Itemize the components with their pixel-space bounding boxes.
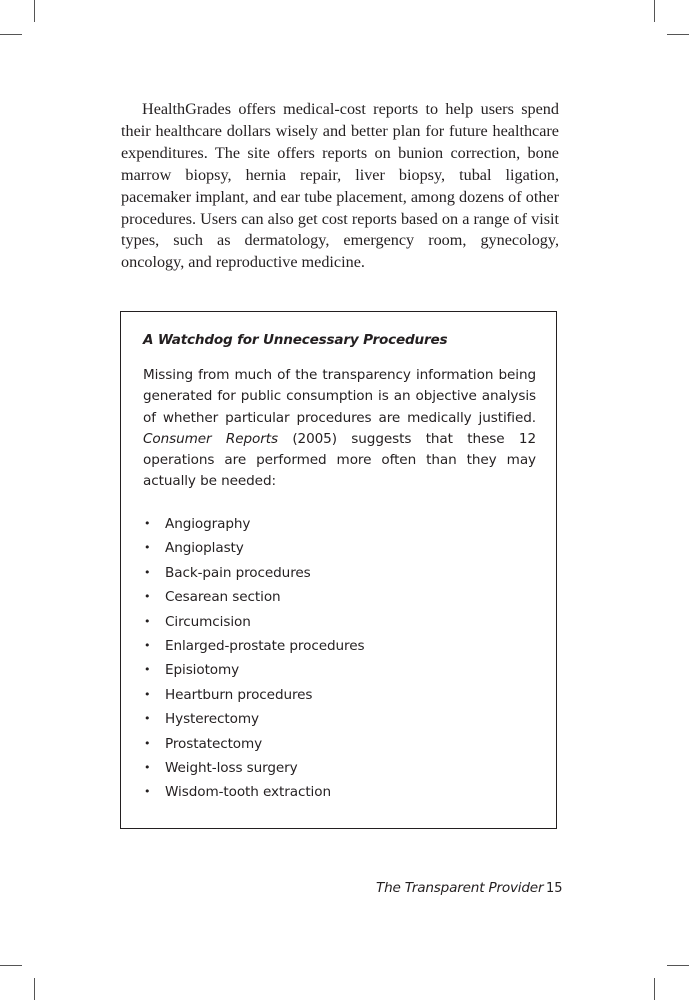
list-item bbox=[143, 756, 364, 780]
sidebar-intro-source: Consumer Reports bbox=[143, 430, 278, 447]
list-item bbox=[143, 683, 364, 707]
bullet-icon: • bbox=[144, 541, 151, 555]
body-paragraph: HealthGrades offers medical-cost reports to help users spend their healthcare dollars wisely and better plan for future healthcare expenditures. The site offers reports on bunion correction, bone marrow biopsy, hernia repair, liver biopsy, tubal ligation, pacemaker implant, and ear tube placement, among dozens of other procedures. Users can also get cost reports based on a range of visit types, such as dermatology, emergency room, gynecology, oncology, and reproductive medicine. bbox=[121, 100, 559, 272]
list-item-label: Episiotomy bbox=[165, 662, 240, 679]
list-item-label: Prostatectomy bbox=[165, 735, 263, 752]
crop-mark-top-right bbox=[654, 0, 655, 22]
list-item bbox=[143, 610, 364, 634]
list-item bbox=[143, 634, 364, 658]
list-item bbox=[143, 707, 364, 731]
list-item bbox=[143, 780, 364, 804]
bullet-icon: • bbox=[144, 760, 151, 774]
list-item bbox=[143, 512, 364, 536]
sidebar-intro-text-continued: (2005) suggests that these 12 operations are performed more often than they may actually be needed: bbox=[143, 430, 536, 490]
running-title: The Transparent Provider bbox=[376, 880, 544, 896]
list-item-label: Hysterectomy bbox=[165, 711, 259, 728]
crop-mark-top-left bbox=[0, 34, 22, 35]
bullet-icon: • bbox=[144, 687, 151, 701]
list-item-label: Heartburn procedures bbox=[165, 686, 313, 703]
crop-mark-top-left bbox=[34, 0, 35, 22]
sidebar-intro-text: Missing from much of the transparency information being generated for public consumption is an objective analysis of whether particular procedures are medically justified. bbox=[143, 367, 536, 426]
sidebar-intro bbox=[143, 365, 536, 493]
crop-mark-bottom-left bbox=[34, 978, 35, 1000]
list-item-label: Wisdom-tooth extraction bbox=[165, 784, 331, 801]
page-number: 15 bbox=[546, 881, 563, 896]
list-item-label: Angiography bbox=[165, 516, 251, 532]
procedure-list bbox=[143, 512, 364, 805]
crop-mark-top-right bbox=[667, 34, 689, 35]
crop-mark-bottom-left bbox=[0, 965, 22, 966]
bullet-icon: • bbox=[144, 614, 151, 628]
bullet-icon: • bbox=[144, 638, 151, 652]
bullet-icon: • bbox=[144, 590, 151, 604]
list-item bbox=[143, 658, 364, 682]
bullet-icon: • bbox=[144, 517, 151, 530]
crop-mark-bottom-right bbox=[667, 965, 689, 966]
bullet-icon: • bbox=[144, 785, 151, 799]
list-item-label: Angioplasty bbox=[165, 540, 244, 557]
list-item-label: Weight-loss surgery bbox=[165, 759, 298, 776]
list-item-label: Back-pain procedures bbox=[165, 564, 311, 581]
sidebar-title: A Watchdog for Unnecessary Procedures bbox=[143, 332, 448, 348]
bullet-icon: • bbox=[144, 663, 151, 677]
bullet-icon: • bbox=[144, 712, 151, 726]
list-item bbox=[143, 585, 364, 609]
list-item bbox=[143, 536, 364, 560]
list-item-label: Enlarged-prostate procedures bbox=[165, 637, 365, 654]
list-item-label: Circumcision bbox=[165, 613, 251, 630]
list-item-label: Cesarean section bbox=[165, 589, 281, 606]
crop-mark-bottom-right bbox=[654, 978, 655, 1000]
sidebar-box bbox=[120, 311, 557, 829]
bullet-icon: • bbox=[144, 736, 151, 750]
bullet-icon: • bbox=[144, 565, 151, 579]
list-item bbox=[143, 732, 364, 756]
list-item bbox=[143, 561, 364, 585]
